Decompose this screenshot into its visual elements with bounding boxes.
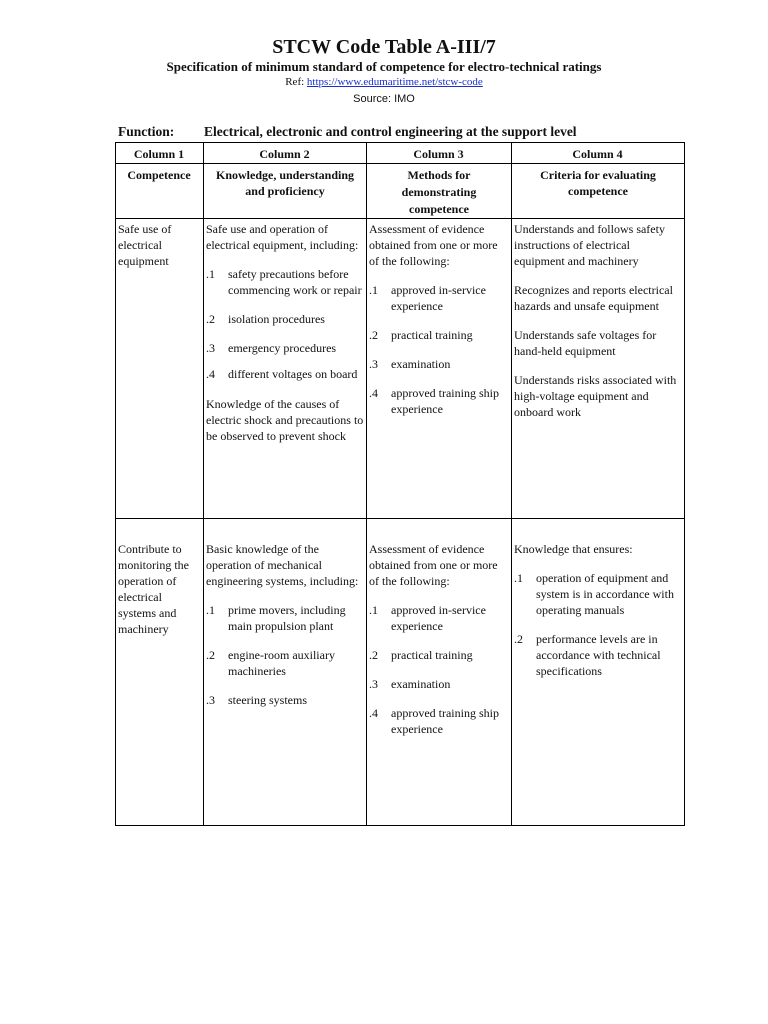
table-border-left [115,142,116,826]
criteria-header: Criteria for evaluating competence [540,168,656,198]
list-item: .3 steering systems [206,693,307,707]
row1-knowledge [206,221,364,444]
list-item: .2 practical training [369,328,473,342]
column-3-header: Column 3 [413,147,464,161]
list-item: .2 practical training [369,648,473,662]
list-item: .1 approved in-service experience [369,603,486,633]
row1-knowledge-intro: Safe use and operation of electrical equipment, including: [206,222,359,252]
row2-competence-text: Contribute to monitoring the operation of electrical systems and machinery [118,542,189,636]
source-line: Source: IMO [353,93,415,105]
row1-methods [369,221,509,417]
row1-criteria-2: Recognizes and reports electrical hazards and unsafe equipment [514,283,673,313]
column-4-header: Column 4 [572,147,623,161]
row2-competence [118,541,202,637]
methods-header: Methods for demonstrating competence [401,168,477,216]
ref-link[interactable]: https://www.edumaritime.net/stcw-code [306,76,483,88]
list-item: .2 engine-room auxiliary machineries [206,648,335,678]
table-divider-col1 [203,142,204,826]
row1-competence [118,221,201,269]
document-subtitle: Specification of minimum standard of competence for electro-technical ratings [166,59,602,74]
table-border-bottom [115,825,685,826]
competence-header: Competence [127,168,191,182]
row2-methods [369,541,509,737]
row1-criteria-4: Understands risks associated with high-voltage equipment and onboard work [514,373,677,419]
function-label: Function: [118,124,175,139]
column-2-header: Column 2 [259,147,310,161]
table-divider-headers [115,218,685,219]
table-divider-col2 [366,142,367,826]
table-divider-rows [115,518,685,519]
row1-methods-intro: Assessment of evidence obtained from one or more of the following: [369,222,498,268]
list-item: .2 isolation procedures [206,312,325,326]
row2-criteria-intro: Knowledge that ensures: [514,542,633,556]
row2-criteria [514,541,682,679]
column-1-header: Column 1 [133,147,185,161]
row2-knowledge-intro: Basic knowledge of the operation of mechanical engineering systems, including: [206,542,359,588]
list-item: .2 performance levels are in accordance with technical specifications [514,632,661,678]
row1-knowledge-extra: Knowledge of the causes of electric shock and precautions to be observed to prevent shock [206,397,364,443]
ref-label: Ref: [285,76,305,88]
row1-criteria-1: Understands and follows safety instructions of electrical equipment and machinery [514,222,665,268]
list-item: .4 different voltages on board [206,367,358,381]
row1-criteria-3: Understands safe voltages for hand-held equipment [514,328,657,358]
function-value: Electrical, electronic and control engineering at the support level [204,124,577,139]
list-item: .1 operation of equipment and system is in accordance with operating manuals [514,571,674,617]
row1-competence-text: Safe use of electrical equipment [118,222,172,268]
table-border-right [684,142,685,826]
list-item: .4 approved training ship experience [369,706,499,736]
list-item: .3 examination [369,677,451,691]
row2-methods-intro: Assessment of evidence obtained from one or more of the following: [369,542,498,588]
reference-line [0,76,768,88]
table-divider-columns [115,163,685,164]
document-title: STCW Code Table A-III/7 [272,36,496,58]
list-item: .3 examination [369,357,451,371]
row2-knowledge [206,541,364,708]
knowledge-header: Knowledge, understanding and proficiency [215,168,355,198]
list-item: .3 emergency procedures [206,341,337,355]
list-item: .1 prime movers, including main propulsion plant [206,603,346,633]
list-item: .1 safety precautions before commencing work or repair [206,267,362,297]
function-row [118,124,577,140]
competence-table [115,142,686,826]
table-divider-col3 [511,142,512,826]
row1-criteria [514,221,682,420]
list-item: .1 approved in-service experience [369,283,486,313]
table-border-top [115,142,685,143]
list-item: .4 approved training ship experience [369,386,499,416]
